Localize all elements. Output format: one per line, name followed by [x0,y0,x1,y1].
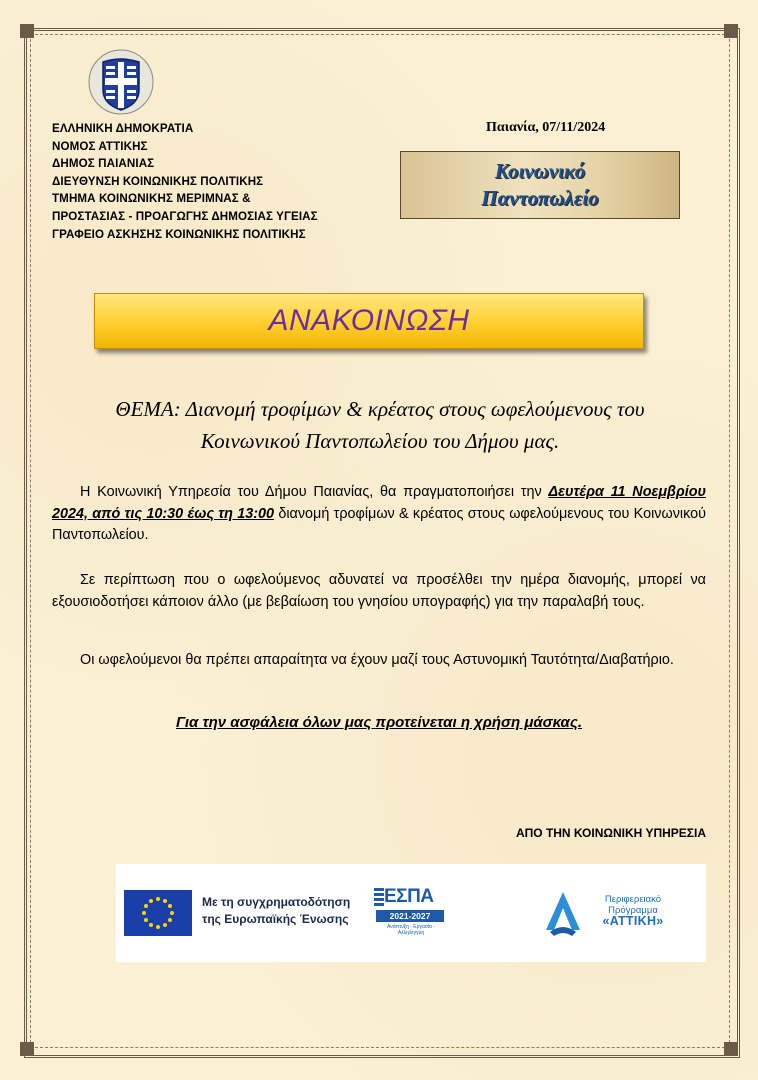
document-date: Παιανία, 07/11/2024 [486,120,606,135]
mask-recommendation: Για την ασφάλεια όλων μας προτείνεται η χρήση μάσκας. [175,714,583,731]
sender-line: ΔΙΕΥΘΥΝΣΗ ΚΟΙΝΩΝΙΚΗΣ ΠΟΛΙΤΙΚΗΣ [52,174,264,188]
sender-line: ΔΗΜΟΣ ΠΑΙΑΝΙΑΣ [52,157,155,171]
paragraph-text: Οι ωφελούμενοι θα πρέπει απαραίτητα να έχουν μαζί τους Αστυνομική Ταυτότητα/Διαβατήριο. [80,652,674,668]
espa-logo [374,886,448,938]
eu-text-line: Με τη συγχρηματοδότηση [202,895,351,909]
subject-line: Κοινωνικού Παντοπωλείου του Δήμου μας. [200,429,560,453]
paragraph-text: Σε περίπτωση που ο ωφελούμενος αδυνατεί να προσέλθει την ημέρα διανομής, μπορεί να εξουσιοδοτήσει κάποιον άλλο (με βεβαίωση του γνησίου υπογραφής) για την παραλαβή τους. [52,572,706,610]
body-paragraph [52,570,706,613]
eu-text-line: της Ευρωπαϊκής Ένωσης [202,912,349,926]
attiki-program-icon [542,886,584,938]
sender-block [52,120,318,243]
eu-cofunding-text [202,894,350,928]
sender-line: ΝΟΜΟΣ ΑΤΤΙΚΗΣ [52,139,148,153]
store-label-line: Παντοπωλείο [481,186,599,210]
sender-line: ΕΛΛΗΝΙΚΗ ΔΗΜΟΚΡΑΤΙΑ [52,122,194,135]
store-label-line: Κοινωνικό [494,159,586,183]
attiki-program-text [588,894,678,927]
border-corner [724,24,738,38]
social-grocery-label [400,151,680,219]
signature-line: ΑΠΟ ΤΗΝ ΚΟΙΝΩΝΙΚΗ ΥΠΗΡΕΣΙΑ [515,826,706,840]
paragraph-text: Η Κοινωνική Υπηρεσία του Δήμου Παιανίας, θα πραγματοποιήσει την [80,484,549,500]
sender-line: ΤΜΗΜΑ ΚΟΙΝΩΝΙΚΗΣ ΜΕΡΙΜΝΑΣ & [52,192,251,206]
funding-logos-strip [116,864,706,962]
border-corner [20,1042,34,1056]
sender-line: ΠΡΟΣΤΑΣΙΑΣ - ΠΡΟΑΓΩΓΗΣ ΔΗΜΟΣΙΑΣ ΥΓΕΙΑΣ [52,209,318,223]
attiki-text-line: Περιφερειακό [604,894,662,905]
espa-subtitle: Ανάπτυξη - Εργασία - Αλληλεγγύη [387,924,435,936]
distribution-date-highlight: Δευτέρα 11 Νοεμβρίου 2024, από τις 10:30 έως τη 13:00 [52,484,706,522]
espa-flag-icon [374,888,384,906]
attiki-text-line: Πρόγραμμα [608,905,658,916]
espa-title: ΕΣΠΑ [384,886,434,907]
body-paragraph [52,650,706,672]
paragraph-text: διανομή τροφίμων & κρέατος στους ωφελούμενους του Κοινωνικού Παντοπωλείου. [52,505,706,543]
subject-heading [60,393,700,457]
greek-emblem-icon [88,48,154,116]
espa-years: 2021-2027 [376,910,444,922]
announcement-banner: ΑΝΑΚΟΙΝΩΣΗ [94,293,644,349]
sender-line: ΓΡΑΦΕΙΟ ΑΣΚΗΣΗΣ ΚΟΙΝΩΝΙΚΗΣ ΠΟΛΙΤΙΚΗΣ [52,227,306,241]
body-paragraph [52,482,706,547]
border-corner [724,1042,738,1056]
attiki-text-line: «ΑΤΤΙΚΗ» [602,914,664,928]
border-corner [20,24,34,38]
subject-line: ΘΕΜΑ: Διανομή τροφίμων & κρέατος στους ωφελούμενους του [115,397,645,421]
eu-flag-icon [124,890,192,936]
